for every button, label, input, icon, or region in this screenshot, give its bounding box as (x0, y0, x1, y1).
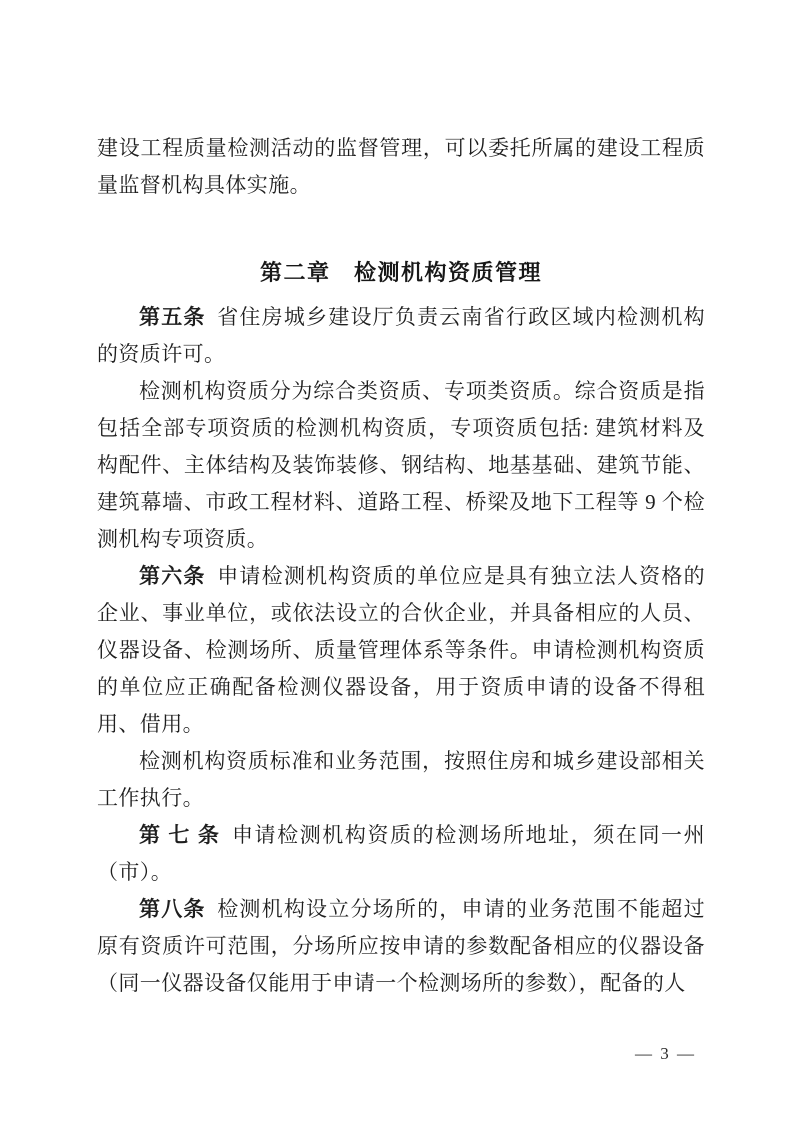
article-text: 申请检测机构资质的单位应是具有独立法人资格的企业、事业单位，或依法设立的合伙企业，并具备相应的人员、仪器设备、检测场所、质量管理体系等条件。申请检测机构资质的单位应正确配备检测仪器设备，用于资质申请的设备不得租用、借用。 (97, 564, 705, 736)
chapter-heading: 第二章 检测机构资质管理 (259, 260, 542, 285)
article-paragraph (97, 299, 705, 373)
page-content (97, 130, 705, 1002)
article-number: 第八条 (139, 897, 206, 921)
article-paragraph (97, 373, 705, 558)
page-number: — 3 — (635, 1044, 696, 1063)
article-text: 检测机构设立分场所的，申请的业务范围不能超过原有资质许可范围，分场所应按申请的参数配备相应的仪器设备（同一仪器设备仅能用于申请一个检测场所的参数），配备的人 (97, 897, 705, 995)
article-text: 省住房城乡建设厅负责云南省行政区域内检测机构的资质许可。 (97, 305, 705, 366)
article-text: 检测机构资质标准和业务范围，按照住房和城乡建设部相关工作执行。 (97, 749, 705, 810)
article-text: 申请检测机构资质的检测场所地址，须在同一州（市）。 (97, 823, 706, 884)
article-text: 检测机构资质分为综合类资质、专项类资质。综合资质是指包括全部专项资质的检测机构资质，专项资质包括: 建筑材料及构配件、主体结构及装饰装修、钢结构、地基基础、建筑节能、建筑幕墙、市政工程材料、道路工程、桥梁及地下工程等 9 个检测机构专项资质。 (97, 379, 705, 551)
intro-paragraph: 建设工程质量检测活动的监督管理，可以委托所属的建设工程质量监督机构具体实施。 (97, 136, 705, 197)
article-paragraph (97, 891, 705, 1002)
article-paragraph (97, 817, 705, 891)
article-number: 第六条 (139, 564, 206, 588)
article-number: 第五条 (139, 305, 206, 329)
article-number: 第 七 条 (139, 823, 221, 847)
article-paragraph (97, 558, 705, 743)
article-paragraph (97, 743, 705, 817)
